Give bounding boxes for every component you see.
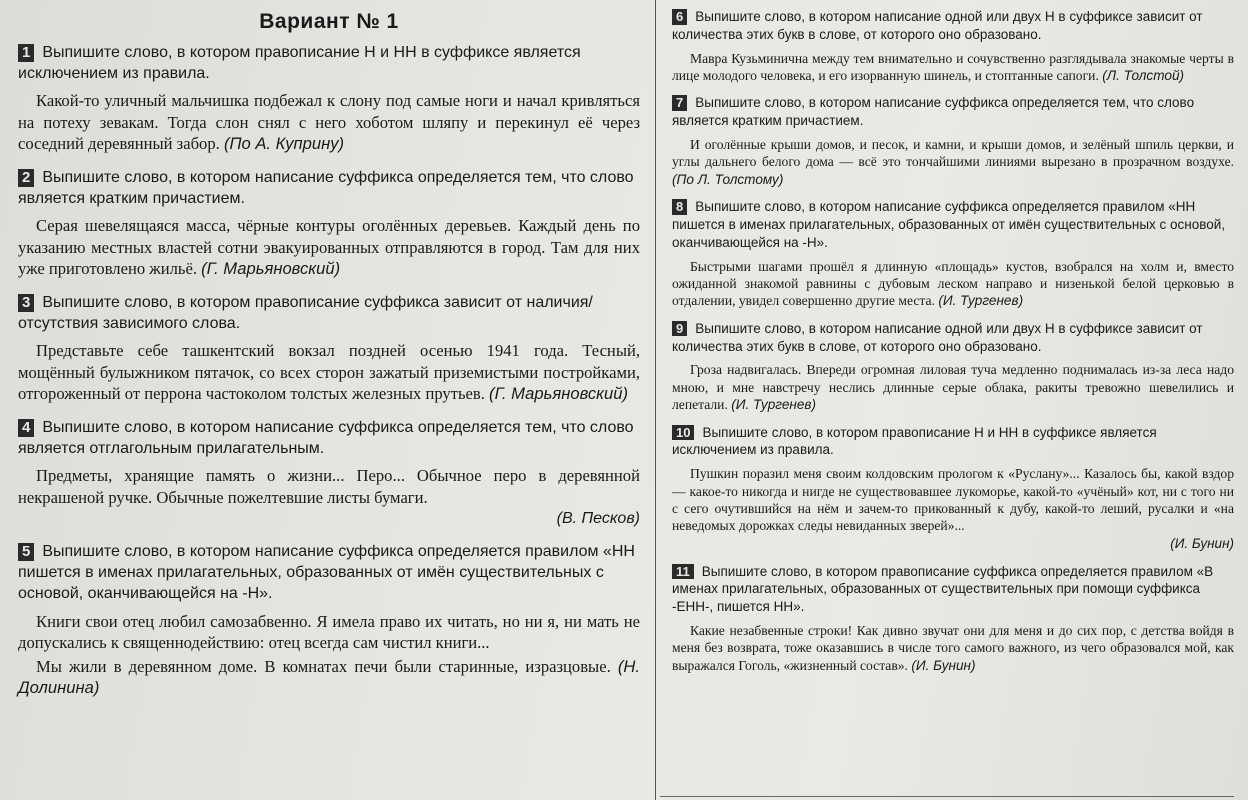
task-question: Выпишите слово, в котором правописание Н и НН в суффиксе является исключением из правила. [672, 424, 1157, 458]
task-question: Выпишите слово, в котором написание суффикса определяется тем, что слово является кратким причастием. [672, 95, 1195, 129]
task-text: Серая шевелящаяся масса, чёрные контуры оголённых деревьев. Каждый день по указанию местных властей сотни эвакуированных отправляются в город. Там для них уже приготовлено жильё. [18, 216, 640, 279]
task-question: Выпишите слово, в котором написание суффикса определяется тем, что слово является отглагольным прилагательным. [18, 418, 634, 457]
task-source: (Н. Долинина) [18, 656, 641, 698]
task-source: (И. Бунин) [911, 657, 976, 673]
task-source: (В. Песков) [556, 510, 640, 528]
task-text: Мавра Кузьминична между тем внимательно и сочувственно разглядывала знакомые черты в лице молодого человека, и его изорванную шинель, и стоптанные сапоги. [672, 50, 1234, 84]
task-text: И оголённые крыши домов, и песок, и камни, и крыши домов, и зелёный шпиль церкви, и углы дальнего белого дома — всё это тончайшими линиями вырезано в прозрачном воздухе. [672, 137, 1234, 170]
task-question: Выпишите слово, в котором написание одной или двух Н в суффиксе зависит от количества этих букв в слове, от которого оно образовано. [672, 320, 1203, 354]
task-10 [672, 424, 1234, 553]
task-1 [18, 42, 640, 155]
task-text: Какой-то уличный мальчишка подбежал к слону под самые ноги и начал кривляться на потеху зевакам. Тогда слон снял с него хоботом шляпу и перекинул её через соседний деревянный забор. [18, 91, 640, 154]
task-number: 9 [672, 321, 687, 337]
task-question: Выпишите слово, в котором написание суффикса определяется правилом «НН пишется в именах прилагательных, образованных от имён существительных с основой, оканчивающейся на -Н». [672, 199, 1226, 250]
task-text: Какие незабвенные строки! Как дивно звучат они для меня и до сих пор, с детства войдя в меня без возврата, тоже оказавшись в числе того самого важного, из чего образовался мой, как выражался Гоголь, «жизненный состав». [672, 623, 1234, 673]
task-source: (По А. Куприну) [223, 134, 345, 154]
task-11 [672, 563, 1234, 675]
task-number: 3 [18, 294, 34, 312]
task-number: 8 [672, 199, 687, 215]
task-question: Выпишите слово, в котором написание суффикса определяется тем, что слово является кратким причастием. [18, 168, 634, 208]
task-text: Книги свои отец любил самозабвенно. Я имела право их читать, но ни я, ни мать не допускались к священнодействию: отец всегда сам чистил книги... [18, 611, 640, 653]
task-question: Выпишите слово, в котором правописание суффикса определяется правилом «В именах прилагательных, образованных от существительных при помощи суффикса -ЕНН-, пишется НН». [672, 563, 1214, 615]
bottom-rule [660, 796, 1234, 797]
task-2 [18, 167, 640, 280]
task-source: (Г. Марьяновский) [201, 259, 341, 279]
task-8 [672, 198, 1234, 310]
task-source: (И. Тургенев) [938, 293, 1024, 309]
task-question: Выпишите слово, в котором правописание суффикса зависит от наличия/отсутствия зависимого слова. [18, 293, 593, 332]
column-divider [655, 0, 656, 800]
task-text: Пушкин поразил меня своим колдовским прологом к «Руслану»... Казалось бы, какой вздор — какое-то никогда и нигде не существовавшее лукоморье, какой-то «учёный» кот, ни с того ни с сего очутившийся на нём и зачем-то прикованный к дубу, какой-то леший, русалки и «на неведомых дорожках следы невиданных зверей»... [672, 466, 1234, 534]
task-number: 7 [672, 95, 687, 111]
task-number: 10 [672, 425, 694, 441]
task-4 [18, 417, 640, 529]
task-source: (Г. Марьяновский) [489, 384, 628, 404]
variant-title: Вариант № 1 [259, 10, 399, 33]
task-source: (По Л. Толстому) [672, 171, 784, 187]
task-5 [18, 541, 640, 699]
task-source: (И. Тургенев) [731, 397, 817, 413]
task-6 [672, 8, 1234, 84]
task-text: Предметы, хранящие память о жизни... Перо... Обычное перо в деревянной некрашеной ручке. Обычные пожелтевшие листы бумаги. [18, 465, 640, 507]
task-question: Выпишите слово, в котором написание одной или двух Н в суффиксе зависит от количества этих букв в слове, от которого оно образовано. [672, 9, 1203, 42]
task-text-2: Мы жили в деревянном доме. В комнатах печи были старинные, изразцовые. [36, 656, 611, 676]
task-number: 1 [18, 44, 34, 62]
task-number: 4 [18, 419, 34, 437]
task-text: Быстрыми шагами прошёл я длинную «площадь» кустов, взобрался на холм и, вместо ожиданной знакомой равнины с дубовым леском направо и низенькой белой церковью в отдалении, увидел совершенно другие места. [672, 258, 1234, 309]
task-9 [672, 320, 1234, 414]
task-7 [672, 94, 1234, 188]
task-text: Представьте себе ташкентский вокзал поздней осенью 1941 года. Тесный, мощённый булыжником пятачок, со всех сторон зажатый приземистыми постройками, отгороженный от перрона частоколом толстых железных прутьев. [18, 341, 640, 404]
right-column [660, 0, 1248, 800]
task-text: Гроза надвигалась. Впереди огромная лиловая туча медленно поднималась из-за леса надо мною, и мне навстречу неслись длинные серые облака, ракиты тревожно шевелились и лепетали. [672, 362, 1234, 413]
task-question: Выпишите слово, в котором написание суффикса определяется правилом «НН пишется в именах прилагательных, образованных от имён существительных с основой, оканчивающейся на -Н». [18, 543, 635, 603]
task-3 [18, 292, 640, 405]
task-number: 6 [672, 9, 687, 25]
task-number: 2 [18, 169, 34, 187]
task-source: (И. Бунин) [1170, 535, 1234, 551]
task-source: (Л. Толстой) [1102, 68, 1185, 84]
task-number: 11 [672, 564, 694, 580]
task-question: Выпишите слово, в котором правописание Н и НН в суффиксе является исключением из правила. [18, 44, 581, 83]
task-number: 5 [18, 543, 34, 561]
